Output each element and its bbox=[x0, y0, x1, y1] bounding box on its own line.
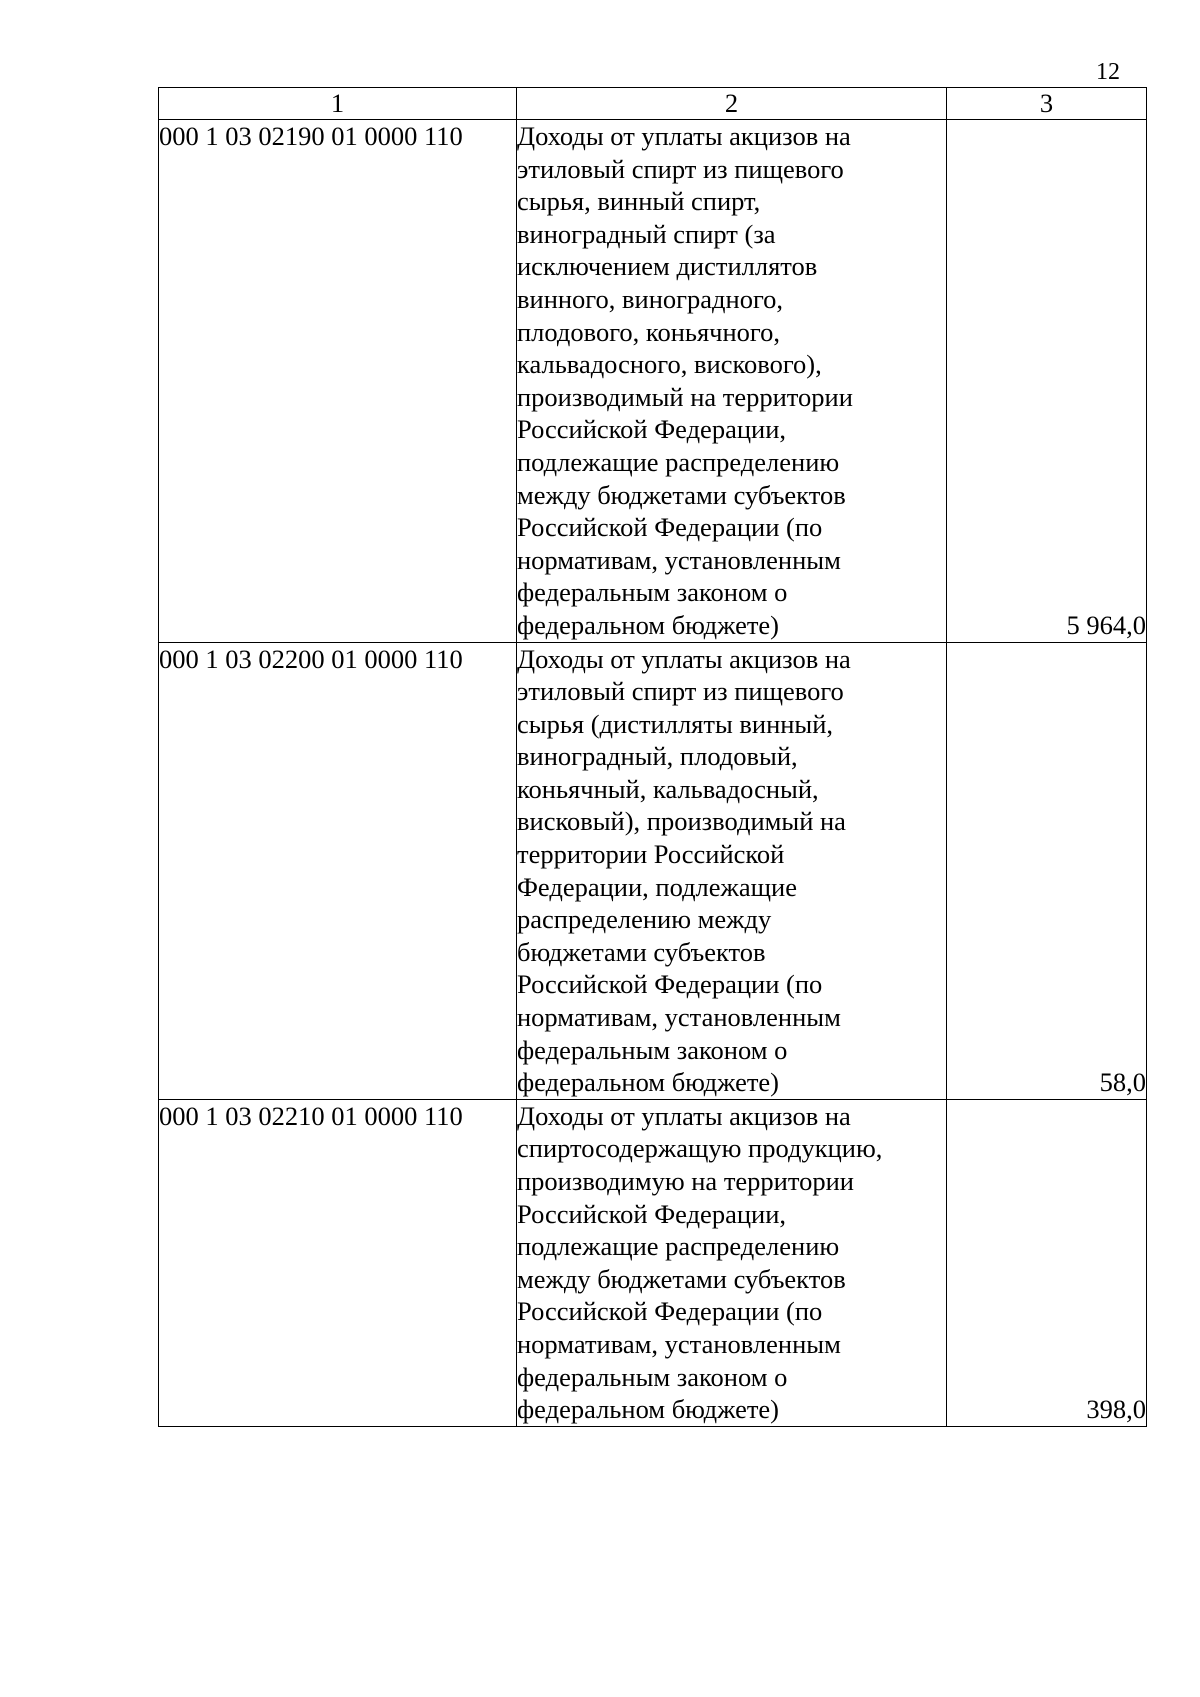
table-body bbox=[159, 120, 1147, 1427]
column-header-2: 2 bbox=[517, 88, 947, 120]
row-description bbox=[517, 642, 947, 1099]
header-row bbox=[159, 88, 1147, 120]
description-line: подлежащие распределению bbox=[517, 1231, 840, 1262]
description-line: нормативам, установленным bbox=[517, 1002, 841, 1033]
description-line: спиртосодержащую продукцию, bbox=[517, 1133, 883, 1164]
description-line: между бюджетами субъектов bbox=[517, 1263, 846, 1294]
description-line: распределению между bbox=[517, 904, 772, 935]
description-line: сырья, винный спирт, bbox=[517, 186, 761, 217]
page-number: 12 bbox=[1096, 59, 1120, 85]
description-line: между бюджетами субъектов bbox=[517, 479, 846, 510]
description-line: федеральным законом о bbox=[517, 1034, 788, 1065]
description-line: производимый на территории bbox=[517, 381, 853, 412]
revenue-table bbox=[158, 87, 1147, 1427]
description-line: Доходы от уплаты акцизов на bbox=[517, 121, 851, 151]
description-line: нормативам, установленным bbox=[517, 544, 841, 575]
description-line: нормативам, установленным bbox=[517, 1328, 841, 1359]
column-header-3: 3 bbox=[947, 88, 1147, 120]
description-line: Федерации, подлежащие bbox=[517, 871, 797, 902]
row-code: 000 1 03 02190 01 0000 110 bbox=[159, 120, 517, 643]
description-line: висковый), производимый на bbox=[517, 806, 846, 837]
row-description bbox=[517, 120, 947, 643]
description-line: территории Российской bbox=[517, 839, 785, 870]
description-line: федеральном бюджете) bbox=[517, 1394, 780, 1425]
description-line: Доходы от уплаты акцизов на bbox=[517, 643, 851, 674]
description-line: исключением дистиллятов bbox=[517, 251, 818, 282]
description-line: Российской Федерации, bbox=[517, 414, 786, 445]
description-line: винного, виноградного, bbox=[517, 283, 784, 314]
description-line: кальвадосного, вискового), bbox=[517, 349, 822, 380]
description-line: Российской Федерации, bbox=[517, 1198, 786, 1229]
description-line: этиловый спирт из пищевого bbox=[517, 153, 844, 184]
table-row bbox=[159, 642, 1147, 1099]
description-line: Российской Федерации (по bbox=[517, 512, 823, 543]
description-line: производимую на территории bbox=[517, 1166, 854, 1196]
description-line: плодового, коньячного, bbox=[517, 316, 780, 347]
table-row bbox=[159, 1099, 1147, 1426]
description-line: Российской Федерации (по bbox=[517, 969, 823, 1000]
row-amount: 5 964,0 bbox=[947, 120, 1147, 643]
description-line: виноградный, плодовый, bbox=[517, 741, 798, 772]
row-description bbox=[517, 1099, 947, 1426]
description-line: федеральном бюджете) bbox=[517, 1067, 780, 1098]
description-line: федеральном бюджете) bbox=[517, 609, 780, 640]
table-header bbox=[159, 88, 1147, 120]
description-line: сырья (дистилляты винный, bbox=[517, 708, 834, 739]
description-line: виноградный спирт (за bbox=[517, 218, 776, 249]
description-line: коньячный, кальвадосный, bbox=[517, 773, 819, 804]
description-line: Российской Федерации (по bbox=[517, 1296, 823, 1327]
description-line: бюджетами субъектов bbox=[517, 936, 766, 967]
description-line: Доходы от уплаты акцизов на bbox=[517, 1100, 851, 1131]
description-line: федеральным законом о bbox=[517, 1361, 788, 1392]
row-code: 000 1 03 02200 01 0000 110 bbox=[159, 642, 517, 1099]
description-line: этиловый спирт из пищевого bbox=[517, 676, 844, 707]
row-amount: 398,0 bbox=[947, 1099, 1147, 1426]
description-line: федеральным законом о bbox=[517, 577, 788, 608]
table-row bbox=[159, 120, 1147, 643]
column-header-1: 1 bbox=[159, 88, 517, 120]
description-line: подлежащие распределению bbox=[517, 446, 840, 477]
row-amount: 58,0 bbox=[947, 642, 1147, 1099]
row-code: 000 1 03 02210 01 0000 110 bbox=[159, 1099, 517, 1426]
